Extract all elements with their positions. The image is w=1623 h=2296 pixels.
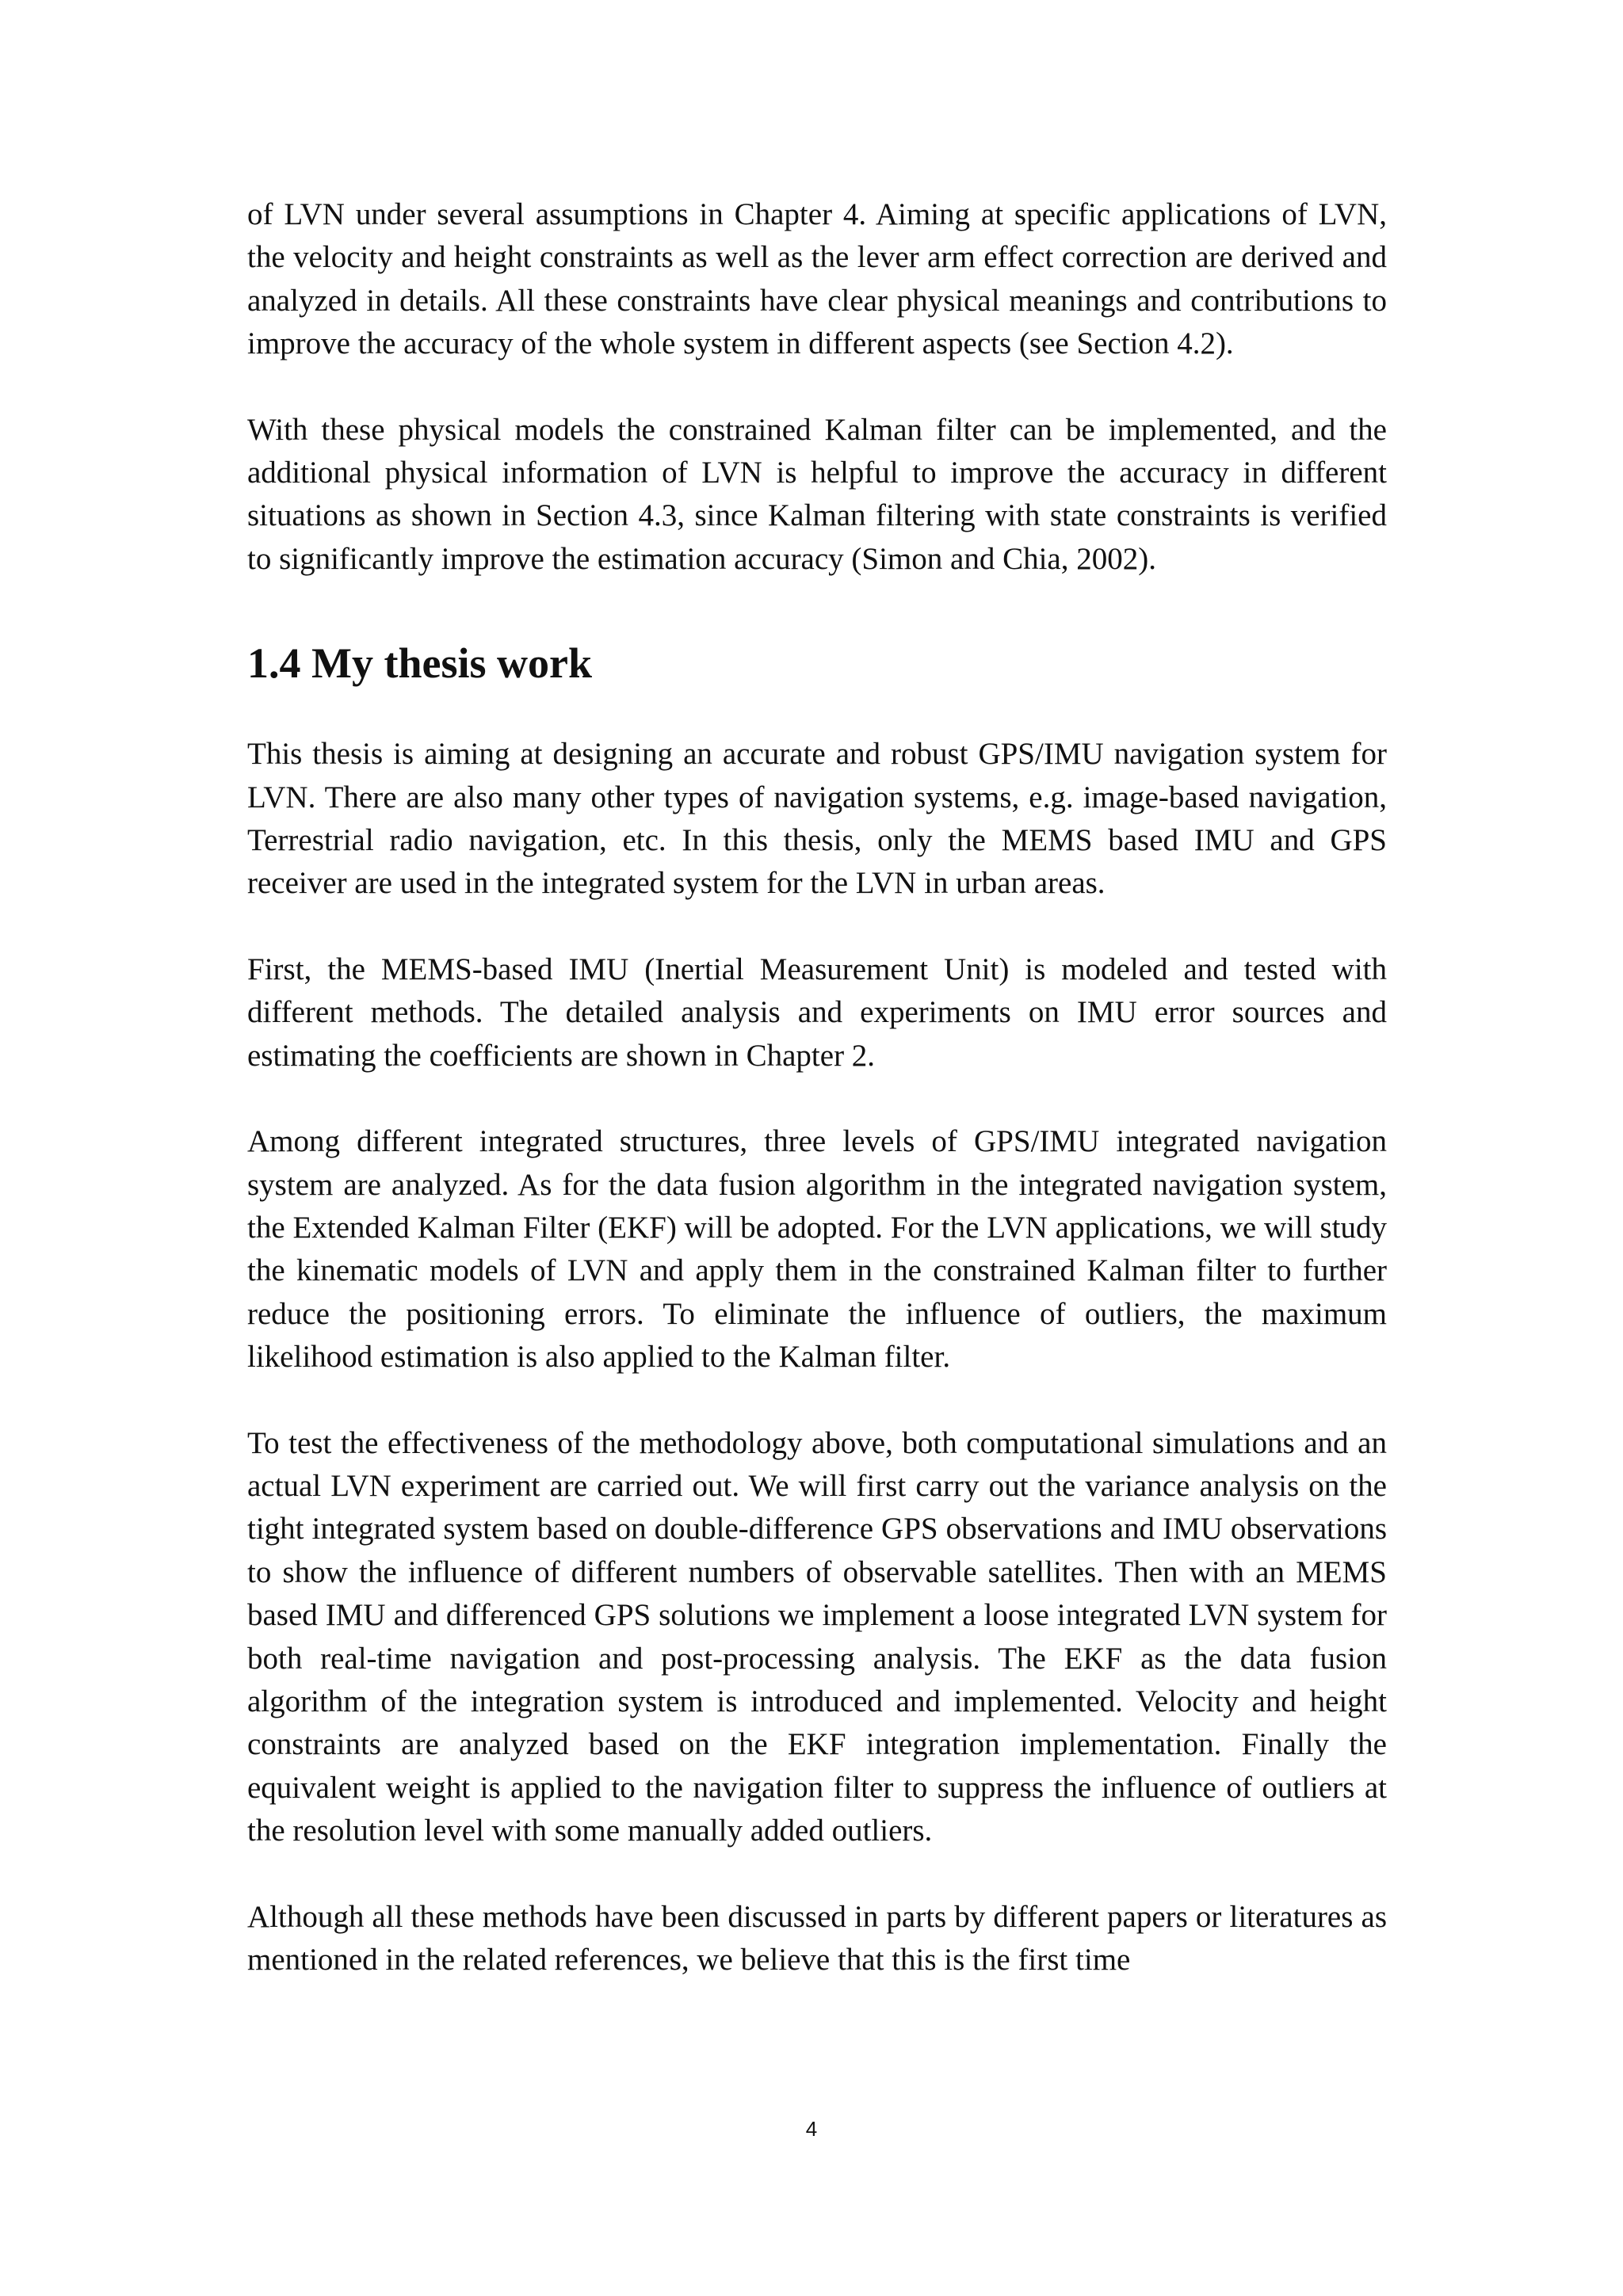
page-number: 4 [805,2117,818,2141]
section-heading: 1.4 My thesis work [247,639,592,688]
document-page [247,193,1387,1981]
paragraph-methodology-test: To test the effectiveness of the methodology above, both computational simulations and an actual LVN experiment are carried out. We will first carry out the variance analysis on the tight integrated system based on double-difference GPS observations and IMU observations to show the influence of different numbers of observable satellites. Then with an MEMS based IMU and differenced GPS solutions we implement a loose integrated LVN system for both real-time navigation and post-processing analysis. The EKF as the data fusion algorithm of the integration system is introduced and implemented. Velocity and height constraints are analyzed based on the EKF integration implementation. Finally the equivalent weight is applied to the navigation filter to suppress the influence of outliers at the resolution level with some manually added outliers. [247,1425,1387,1848]
paragraph-integrated-structures: Among different integrated structures, three levels of GPS/IMU integrated navigation system are analyzed. As for the data fusion algorithm in the integrated navigation system, the Extended Kalman Filter (EKF) will be adopted. For the LVN applications, we will study the kinematic models of LVN and apply them in the constrained Kalman filter to further reduce the positioning errors. To eliminate the influence of outliers, the maximum likelihood estimation is also applied to the Kalman filter. [247,1124,1387,1375]
paragraph-thesis-aim: This thesis is aiming at designing an accurate and robust GPS/IMU navigation system for LVN. There are also many other types of navigation systems, e.g. image-based navigation, Terrestrial radio navigation, etc. In this thesis, only the MEMS based IMU and GPS receiver are used in the integrated system for the LVN in urban areas. [247,737,1387,901]
paragraph-conclusion-start: Although all these methods have been discussed in parts by different papers or literatures as mentioned in the related references, we believe that this is the first time [247,1899,1387,1977]
paragraph-lvn-constraints: of LVN under several assumptions in Chapter 4. Aiming at specific applications of LVN, the velocity and height constraints as well as the lever arm effect correction are derived and analyzed in details. All these constraints have clear physical meanings and contributions to improve the accuracy of the whole system in different aspects (see Section 4.2). [247,197,1387,361]
paragraph-constrained-kalman: With these physical models the constrained Kalman filter can be implemented, and the additional physical information of LVN is helpful to improve the accuracy in different situations as shown in Section 4.3, since Kalman filtering with state constraints is verified to significantly improve the estimation accuracy (Simon and Chia, 2002). [247,412,1387,576]
paragraph-imu-modeling: First, the MEMS-based IMU (Inertial Measurement Unit) is modeled and tested with different methods. The detailed analysis and experiments on IMU error sources and estimating the coefficients are shown in Chapter 2. [247,952,1387,1073]
